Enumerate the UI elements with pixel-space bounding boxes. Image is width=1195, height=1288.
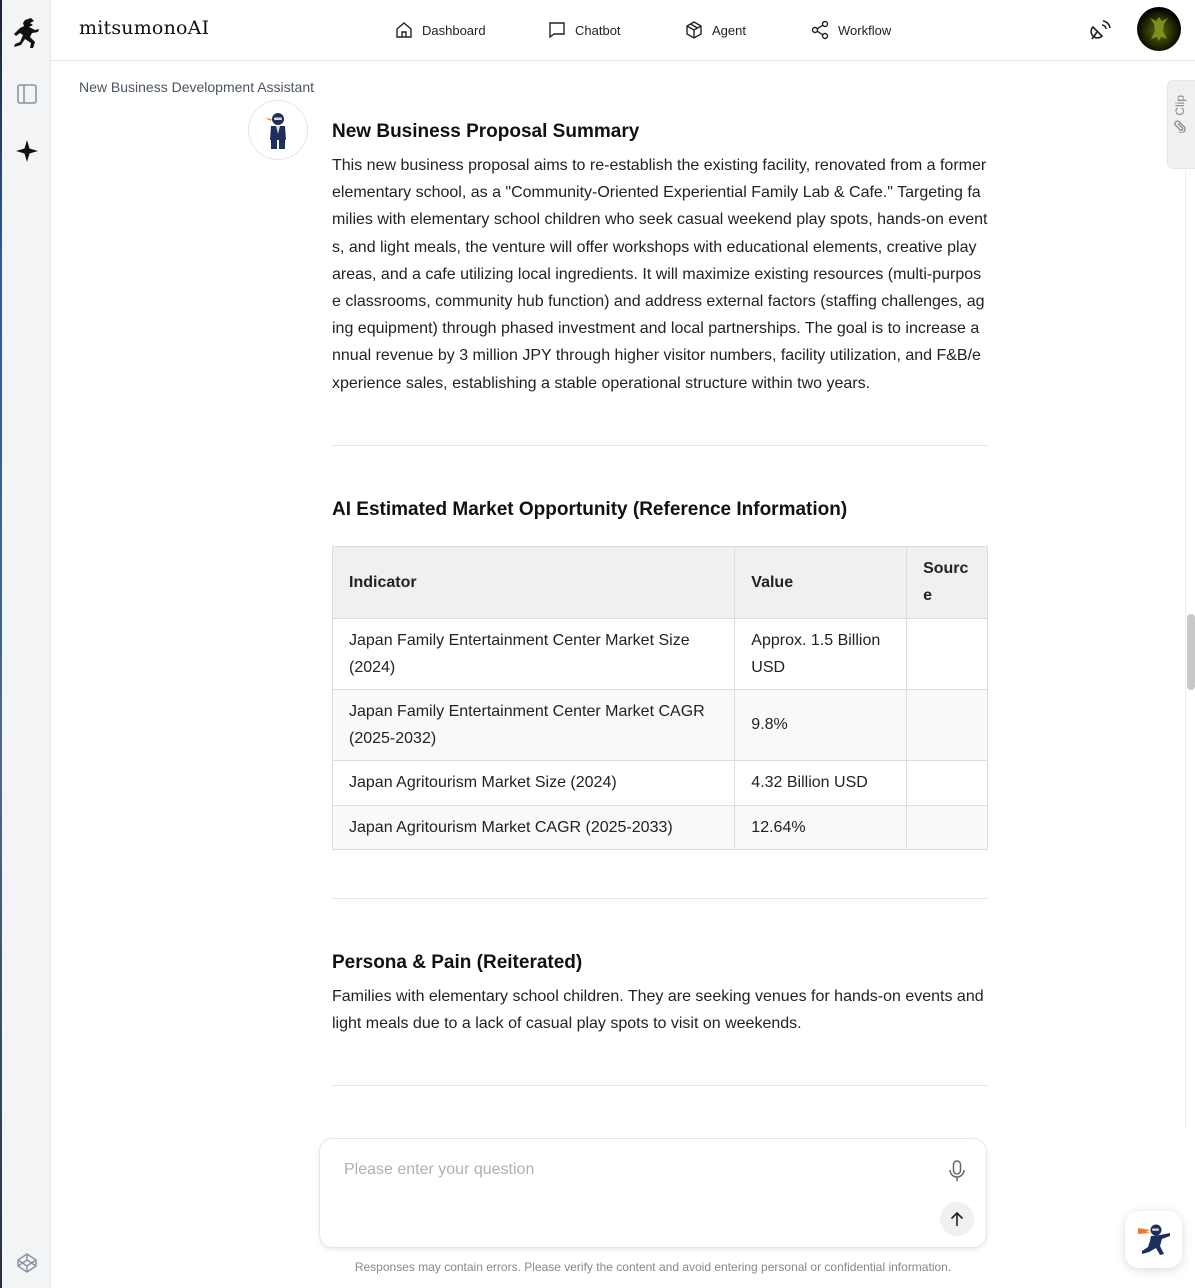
table-row <box>333 760 988 805</box>
ninja-mascot-icon <box>263 110 293 150</box>
section-divider <box>332 898 988 899</box>
user-avatar[interactable] <box>1137 7 1181 51</box>
table-cell: Japan Family Entertainment Center Market Size (2024) <box>333 618 735 689</box>
sidebar <box>2 0 51 1288</box>
arrow-up-icon <box>948 1210 966 1228</box>
question-composer <box>319 1138 987 1248</box>
clip-tab[interactable] <box>1167 80 1195 169</box>
nav-workflow[interactable] <box>810 18 891 42</box>
share-nodes-icon <box>810 20 830 40</box>
satellite-dish-icon[interactable] <box>1088 17 1114 43</box>
table-cell: Japan Agritourism Market CAGR (2025-2033) <box>333 805 735 849</box>
top-header <box>51 0 1195 61</box>
nav-chatbot-label: Chatbot <box>575 22 621 38</box>
microphone-icon[interactable] <box>946 1159 968 1183</box>
assistant-avatar <box>248 100 308 160</box>
table-cell <box>907 760 988 805</box>
column-header: Indicator <box>333 546 735 618</box>
table-cell: 12.64% <box>735 805 907 849</box>
send-button[interactable] <box>940 1202 974 1236</box>
breadcrumb: New Business Development Assistant <box>79 79 314 95</box>
disclaimer-text: Responses may contain errors. Please verify the content and avoid entering personal or confidential information. <box>354 1260 952 1274</box>
table-cell: Japan Family Entertainment Center Market CAGR (2025-2032) <box>333 689 735 760</box>
sparkle-star-icon[interactable] <box>2 138 51 164</box>
table-cell <box>907 618 988 689</box>
clip-label: Clip <box>1173 95 1187 116</box>
table-header-row <box>333 546 988 618</box>
table-cell: Approx. 1.5 Billion USD <box>735 618 907 689</box>
section-title: Persona & Pain (Reiterated) <box>332 951 583 973</box>
table-row <box>333 805 988 849</box>
chat-bubble-icon <box>547 20 567 40</box>
nav-chatbot[interactable] <box>547 18 621 42</box>
ninja-mascot-icon <box>1134 1222 1174 1258</box>
table-cell <box>907 689 988 760</box>
table-cell: 9.8% <box>735 689 907 760</box>
section-body: This new business proposal aims to re-establish the existing facility, renovated from a former elementary school, as a "Community-Oriented Experiential Family Lab & Cafe." Targeting families with elementary school children who seek casual weekend play spots, hands-on events, and light meals, the venture will offer workshops with educational elements, creative play areas, and a cafe utilizing local ingredients. It will maximize existing resources (multi-purpose classrooms, community hub function) and address external factors (staffing challenges, aging equipment) through phased investment and local partnerships. The goal is to increase annual revenue by 3 million JPY through higher visitor numbers, facility utilization, and F&B/experience sales, establishing a stable operational structure within two years. <box>332 157 988 392</box>
column-header: Value <box>735 546 907 618</box>
table-cell <box>907 805 988 849</box>
nav-agent-label: Agent <box>712 22 746 38</box>
scrollbar-thumb[interactable] <box>1187 614 1195 690</box>
sidebar-toggle-icon[interactable] <box>2 82 51 106</box>
nav-dashboard-label: Dashboard <box>422 22 486 38</box>
assistant-launcher-button[interactable] <box>1125 1211 1182 1268</box>
question-input[interactable] <box>344 1161 924 1221</box>
assistant-message <box>332 118 988 1086</box>
section-body: Families with elementary school children. They are seeking venues for hands-on events and light meals due to a lack of casual play spots to visit on weekends. <box>332 987 984 1033</box>
ninja-logo-icon[interactable] <box>2 14 51 54</box>
table-row <box>333 618 988 689</box>
cube-icon <box>684 20 704 40</box>
table-cell: 4.32 Billion USD <box>735 760 907 805</box>
section-divider <box>332 445 988 446</box>
section-divider <box>332 1085 988 1086</box>
market-opportunity-table <box>332 546 988 850</box>
codepen-cube-icon[interactable] <box>2 1251 51 1275</box>
table-row <box>333 689 988 760</box>
nav-workflow-label: Workflow <box>838 22 892 38</box>
nav-dashboard[interactable] <box>394 18 486 42</box>
table-cell: Japan Agritourism Market Size (2024) <box>333 760 735 805</box>
column-header: Source <box>907 546 988 618</box>
section-title: New Business Proposal Summary <box>332 121 640 142</box>
nav-agent[interactable] <box>684 18 746 42</box>
section-title: AI Estimated Market Opportunity (Reference Information) <box>332 498 848 520</box>
brand-name[interactable]: mitsumonoAI <box>79 17 210 39</box>
paperclip-icon <box>1173 121 1187 133</box>
home-icon <box>394 20 414 40</box>
